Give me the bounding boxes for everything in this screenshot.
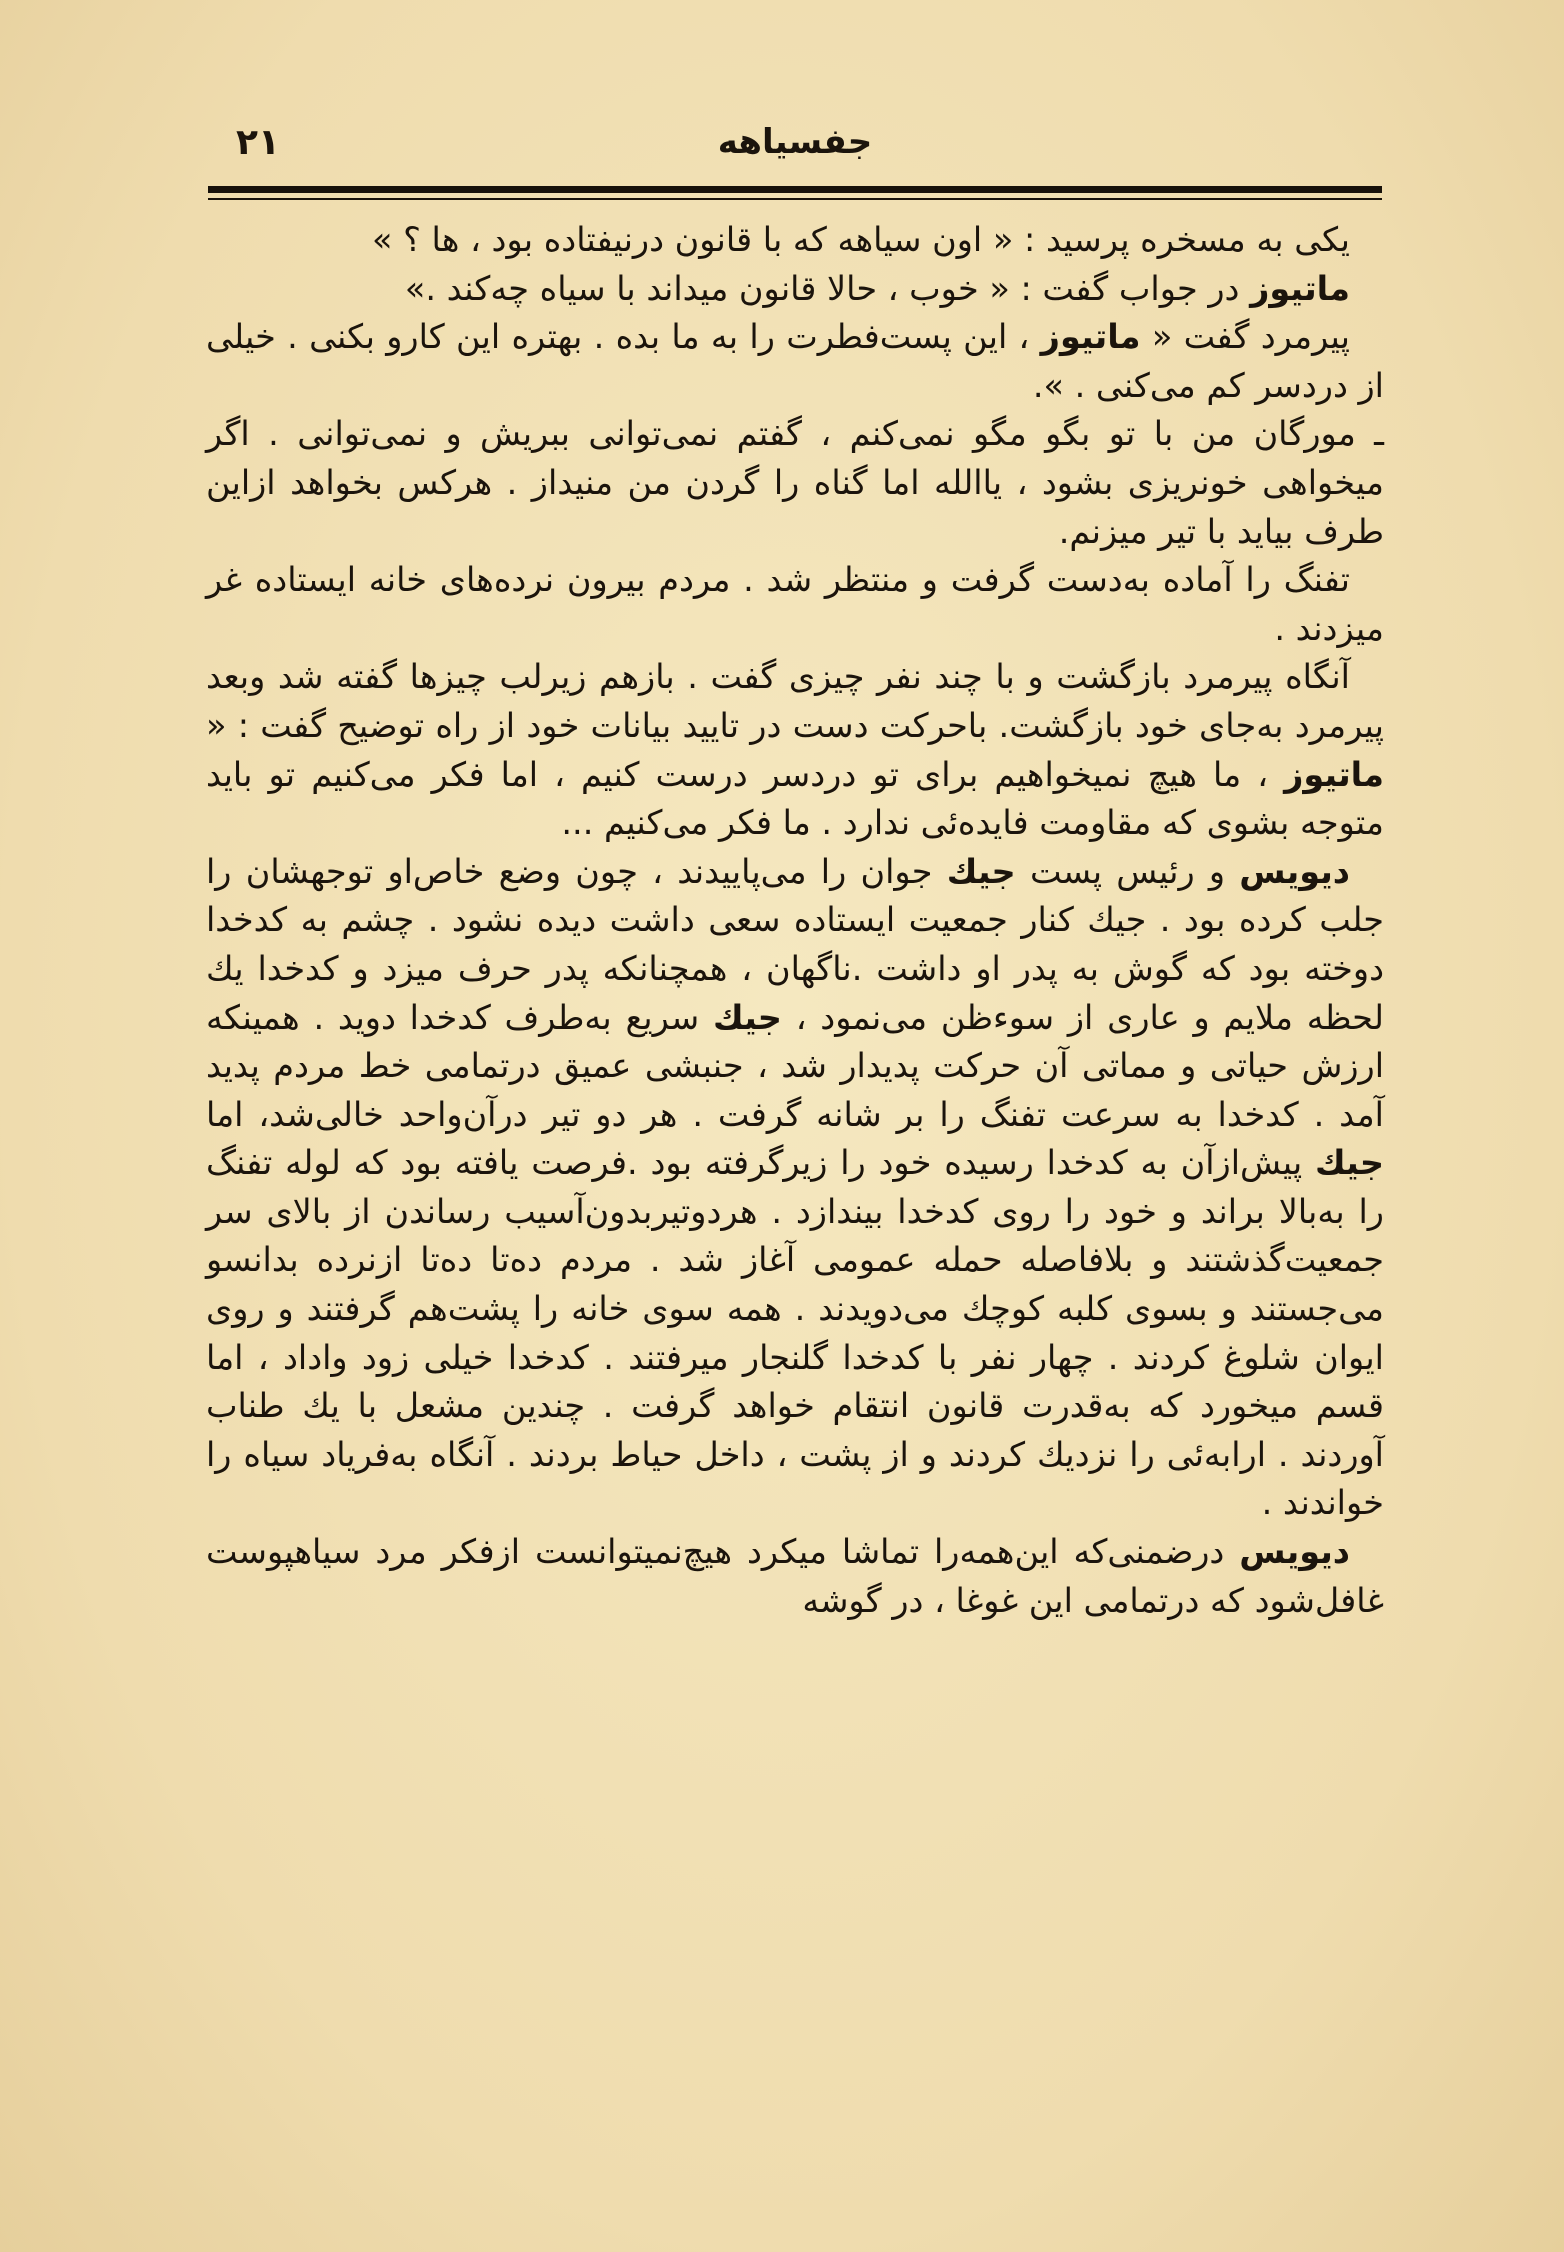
paragraph-text: و رئیس پست (1015, 851, 1240, 891)
character-name: دیویس (1239, 1532, 1350, 1572)
paragraph-text: جوان را می‌پاییدند ، چون وضع خاص‌او توجهشان را جلب کرده بود . جیك کنار جمعیت ایستاده سعی داشت دیده نشود . چشم به کدخدا دوخته بود که گوش به پدر او داشت .ناگهان ، همچنانکه پدر حرف میزد و کدخدا یك لحظه ملایم و عاری از سوءظن می‌نمود ، (206, 851, 1385, 1037)
header-rule-thick (208, 186, 1382, 193)
paragraph-text: پیش‌ازآن به کدخدا رسیده خود را زیرگرفته بود .فرصت یافته بود که لوله تفنگ را به‌بالا براند و خود را روی کدخدا بیندازد . هردوتیربدون‌آسیب رساندن از بالای سر جمعیت‌گذشتند و بلافاصله حمله عمومی آغاز شد . مردم ده‌تا ده‌تا ازنرده بدانسو می‌جستند و بسوی کلبه کوچك می‌دویدند . همه سوی خانه را پشت‌هم گرفتند و روی ایوان شلوغ کردند . چهار نفر با کدخدا گلنجار میرفتند . کدخدا خیلی زود واداد ، اما قسم میخورد که به‌قدرت قانون انتقام خواهد گرفت . چندین مشعل با یك طناب آوردند . ارابه‌ئی را نزدیك کردند و از پشت ، داخل حیاط بردند . آنگاه به‌فریاد سیاه را خواندند . (206, 1143, 1384, 1523)
paragraph-8 (206, 1528, 1384, 1625)
character-name: ماتیوز (1040, 317, 1141, 357)
paragraph-text: آنگاه پیرمرد بازگشت و با چند نفر چیزی گفت . بازهم زیرلب چیزها گفته شد وبعد پیرمرد به‌جای خود بازگشت. باحرکت دست در تایید بیانات خود از راه توضیح گفت : « (206, 657, 1384, 745)
body-text (206, 216, 1384, 2176)
character-name: جیك (712, 997, 782, 1037)
paragraph-text: پیرمرد گفت « (1140, 317, 1350, 357)
paragraph-text: سریع به‌طرف کدخدا دوید . همینکه ارزش حیاتی و مماتی آن حرکت پدیدار شد ، جنبشی عمیق درتمامی خط مردم پدید آمد . کدخدا به سرعت تفنگ را بر شانه گرفت . هر دو تیر درآن‌واحد خالی‌شد، اما (206, 997, 1384, 1134)
running-title: جفسیاهه (717, 122, 873, 162)
paragraph-text: ، ما هیچ نمیخواهیم برای تو دردسر درست کنیم ، اما فکر می‌کنیم تو باید متوجه بشوی که مقاومت فایده‌ئی ندارد . ما فکر می‌کنیم ... (206, 754, 1384, 843)
paragraph-5: تفنگ را آماده به‌دست گرفت و منتظر شد . مردم بیرون نرده‌های خانه ایستاده غر میزدند . (206, 560, 1384, 648)
paragraph-text: در جواب گفت : « خوب ، حالا قانون میداند با سیاه چه‌کند .» (404, 268, 1251, 308)
paragraph-1: یکی به مسخره پرسید : « اون سیاهه که با قانون درنیفتاده بود ، ها ؟ » (371, 220, 1350, 259)
paragraph-4: ـ مورگان من با تو بگو مگو نمی‌کنم ، گفتم نمی‌توانی ببریش و نمی‌توانی . اگر میخواهی خونریزی بشود ، یاالله اما گناه را گردن من منیداز . هرکس بخواهد ازاین طرف بیاید با تیر میزنم. (206, 414, 1384, 551)
character-name: ماتیوز (1284, 754, 1384, 794)
paragraph-text: ، این پست‌فطرت را به ما بده . بهتره این کارو بکنی . خیلی از دردسر کم می‌کنی . ». (206, 317, 1384, 405)
paragraph-6 (206, 653, 1384, 847)
paragraph-3 (206, 313, 1384, 410)
character-name: جیك (1314, 1143, 1384, 1183)
header-rule-thin (208, 198, 1382, 200)
paragraph-text: درضمنی‌که این‌همه‌را تماشا میکرد هیچ‌نمیتوانست ازفکر مرد سیاهپوست غافل‌شود که درتمامی این غوغا ، در گوشه (206, 1532, 1384, 1620)
page-header (210, 122, 1380, 182)
character-name: جیك (946, 851, 1016, 891)
character-name: دیویس (1239, 851, 1351, 891)
page-number: ۲۱ (236, 122, 280, 163)
character-name: ماتیوز (1250, 268, 1350, 308)
paragraph-7 (206, 848, 1384, 1528)
paragraph-2 (206, 265, 1384, 314)
